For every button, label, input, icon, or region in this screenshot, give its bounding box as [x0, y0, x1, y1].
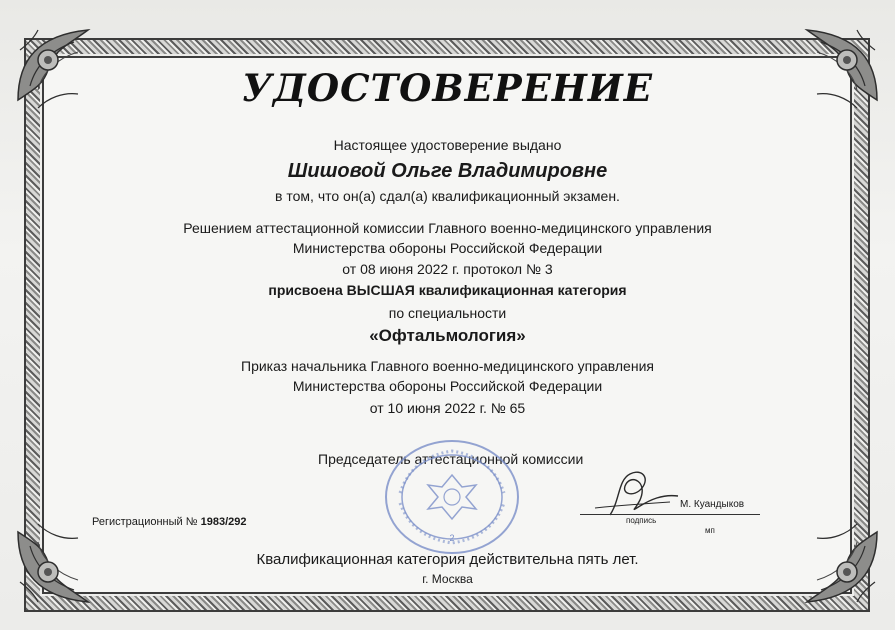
- order-line-1: Приказ начальника Главного военно-медицинского управления: [241, 358, 654, 374]
- exam-line: в том, что он(а) сдал(а) квалификационный экзамен.: [275, 188, 620, 204]
- registration-number: 1983/292: [200, 516, 247, 528]
- order-date: от 10 июня 2022 г. № 65: [369, 400, 526, 416]
- recipient-name: Шишовой Ольге Владимировне: [287, 160, 608, 182]
- chairman-label: Председатель аттестационной комиссии: [318, 451, 584, 467]
- specialty-intro: по специальности: [388, 305, 507, 321]
- registration-number-row: [92, 516, 246, 528]
- order-line-2: Министерства обороны Российской Федерации: [292, 378, 603, 394]
- signatory-name: М. Куандыков: [680, 499, 745, 510]
- decision-line-1: Решением аттестационной комиссии Главного военно-медицинского управления: [183, 220, 712, 236]
- decision-date: от 08 июня 2022 г. протокол № 3: [342, 261, 553, 277]
- issued-line: Настоящее удостоверение выдано: [333, 137, 562, 153]
- city-line: г. Москва: [422, 572, 473, 586]
- signature-line: [580, 514, 760, 515]
- svg-text:2: 2: [449, 533, 455, 543]
- registration-label: Регистрационный №: [92, 516, 198, 528]
- signature-caption: подпись: [626, 516, 657, 525]
- signature-image: [590, 460, 680, 520]
- seal-caption: мп: [705, 526, 715, 535]
- specialty-name: «Офтальмология»: [369, 326, 526, 345]
- certificate-title: УДОСТОВЕРЕНИЕ: [242, 66, 653, 110]
- decision-line-2: Министерства обороны Российской Федерации: [292, 240, 603, 256]
- validity-line: Квалификационная категория действительна пять лет.: [256, 551, 639, 568]
- official-stamp: [382, 437, 522, 557]
- category-line: присвоена ВЫСШАЯ квалификационная категория: [268, 282, 627, 298]
